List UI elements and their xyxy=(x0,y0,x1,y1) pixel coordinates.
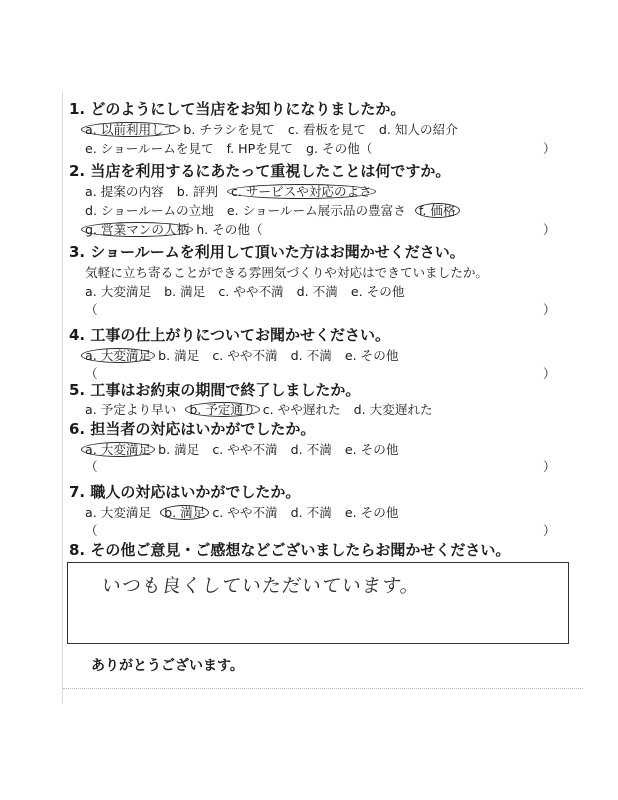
option-6c[interactable]: c. やや不満 xyxy=(212,442,278,457)
question-2-title: 2. 当店を利用するにあたって重視したことは何ですか。 xyxy=(69,162,451,180)
option-4e[interactable]: e. その他 xyxy=(344,348,399,363)
question-6-close-paren: ） xyxy=(543,459,556,474)
question-1-options-row-1 xyxy=(85,122,467,138)
option-1b[interactable]: b. チラシを見て xyxy=(183,122,275,137)
question-7-other-field[interactable] xyxy=(85,523,555,539)
question-3-other-field[interactable] xyxy=(85,302,555,318)
question-4-close-paren: ） xyxy=(543,366,556,381)
question-7-title: 7. 職人の対応はいかがでしたか。 xyxy=(69,483,301,501)
option-4d[interactable]: d. 不満 xyxy=(290,348,332,363)
option-1a-circled[interactable]: a. 以前利用して xyxy=(81,122,180,137)
question-2-options-row-3 xyxy=(85,222,555,238)
option-7b-circled[interactable]: b. 満足 xyxy=(160,505,209,520)
option-2h[interactable]: h. その他（ xyxy=(196,222,263,237)
question-3-title: 3. ショールームを利用して頂いた方はお聞かせください。 xyxy=(69,243,465,261)
question-6-other-field[interactable] xyxy=(85,459,555,475)
question-6-options-row-1 xyxy=(85,442,407,458)
option-1e[interactable]: e. ショールームを見て xyxy=(85,141,214,156)
option-6d[interactable]: d. 不満 xyxy=(290,442,332,457)
question-7-close-paren: ） xyxy=(543,523,556,538)
question-2-options-row-2 xyxy=(85,203,459,219)
thanks-message: ありがとうございます。 xyxy=(91,658,244,674)
question-6-open-paren: （ xyxy=(85,459,98,474)
option-5a[interactable]: a. 予定より早い xyxy=(85,402,177,417)
bottom-divider xyxy=(63,688,583,689)
option-7a[interactable]: a. 大変満足 xyxy=(85,505,152,520)
option-6a-circled[interactable]: a. 大変満足 xyxy=(81,442,155,457)
option-5d[interactable]: d. 大変遅れた xyxy=(353,402,433,417)
question-3-open-paren: （ xyxy=(85,302,98,317)
option-2e[interactable]: e. ショールーム展示品の豊富さ xyxy=(226,203,406,218)
question-7-options-row-1 xyxy=(85,505,407,521)
survey-sheet xyxy=(62,92,583,704)
option-6b[interactable]: b. 満足 xyxy=(158,442,200,457)
option-7c[interactable]: c. やや不満 xyxy=(212,505,278,520)
question-3-subtitle: 気軽に立ち寄ることができる雰囲気づくりや対応はできていましたか。 xyxy=(85,265,488,280)
option-2f-circled[interactable]: f. 価格 xyxy=(415,203,460,218)
option-1g-close-paren: ） xyxy=(543,141,556,156)
option-4b[interactable]: b. 満足 xyxy=(158,348,200,363)
option-3b[interactable]: b. 満足 xyxy=(164,284,206,299)
option-3a[interactable]: a. 大変満足 xyxy=(85,284,152,299)
option-2d[interactable]: d. ショールームの立地 xyxy=(85,203,214,218)
comment-box[interactable] xyxy=(67,562,569,644)
question-6-title: 6. 担当者の対応はいかがでしたか。 xyxy=(69,420,316,438)
question-3-options-row-1 xyxy=(85,284,413,300)
option-2c-circled[interactable]: c. サービスや対応のよさ xyxy=(227,184,376,199)
option-7d[interactable]: d. 不満 xyxy=(290,505,332,520)
option-5c[interactable]: c. やや遅れた xyxy=(262,402,341,417)
question-1-title: 1. どのようにして当店をお知りになりましたか。 xyxy=(69,100,406,118)
question-4-options-row-1 xyxy=(85,348,407,364)
option-5b-circled[interactable]: b. 予定通り xyxy=(185,402,259,417)
handwritten-comment: いつも良くしていただいています。 xyxy=(100,575,422,597)
option-4c[interactable]: c. やや不満 xyxy=(212,348,278,363)
option-1g[interactable]: g. その他（ xyxy=(306,141,373,156)
option-1f[interactable]: f. HPを見て xyxy=(226,141,293,156)
option-7e[interactable]: e. その他 xyxy=(344,505,399,520)
option-4a-circled[interactable]: a. 大変満足 xyxy=(81,348,155,363)
question-3-close-paren: ） xyxy=(543,302,556,317)
option-2b[interactable]: b. 評判 xyxy=(176,184,218,199)
question-8-title: 8. その他ご意見・ご感想などございましたらお聞かせください。 xyxy=(69,541,511,559)
option-3c[interactable]: c. やや不満 xyxy=(218,284,284,299)
option-2g-circled[interactable]: g. 営業マンの人柄 xyxy=(81,222,193,237)
option-2a[interactable]: a. 提案の内容 xyxy=(85,184,164,199)
question-2-options-row-1 xyxy=(85,184,375,200)
question-4-title: 4. 工事の仕上がりについてお聞かせください。 xyxy=(69,326,391,344)
question-7-open-paren: （ xyxy=(85,523,98,538)
question-5-options-row-1 xyxy=(85,402,442,418)
option-1c[interactable]: c. 看板を見て xyxy=(287,122,366,137)
option-6e[interactable]: e. その他 xyxy=(344,442,399,457)
option-1d[interactable]: d. 知人の紹介 xyxy=(378,122,458,137)
option-3d[interactable]: d. 不満 xyxy=(296,284,338,299)
question-5-title: 5. 工事はお約束の期間で終了しましたか。 xyxy=(69,381,361,399)
question-4-open-paren: （ xyxy=(85,366,98,381)
option-3e[interactable]: e. その他 xyxy=(350,284,405,299)
question-4-other-field[interactable] xyxy=(85,366,555,382)
question-1-options-row-2 xyxy=(85,141,555,157)
option-2h-close-paren: ） xyxy=(543,222,556,237)
